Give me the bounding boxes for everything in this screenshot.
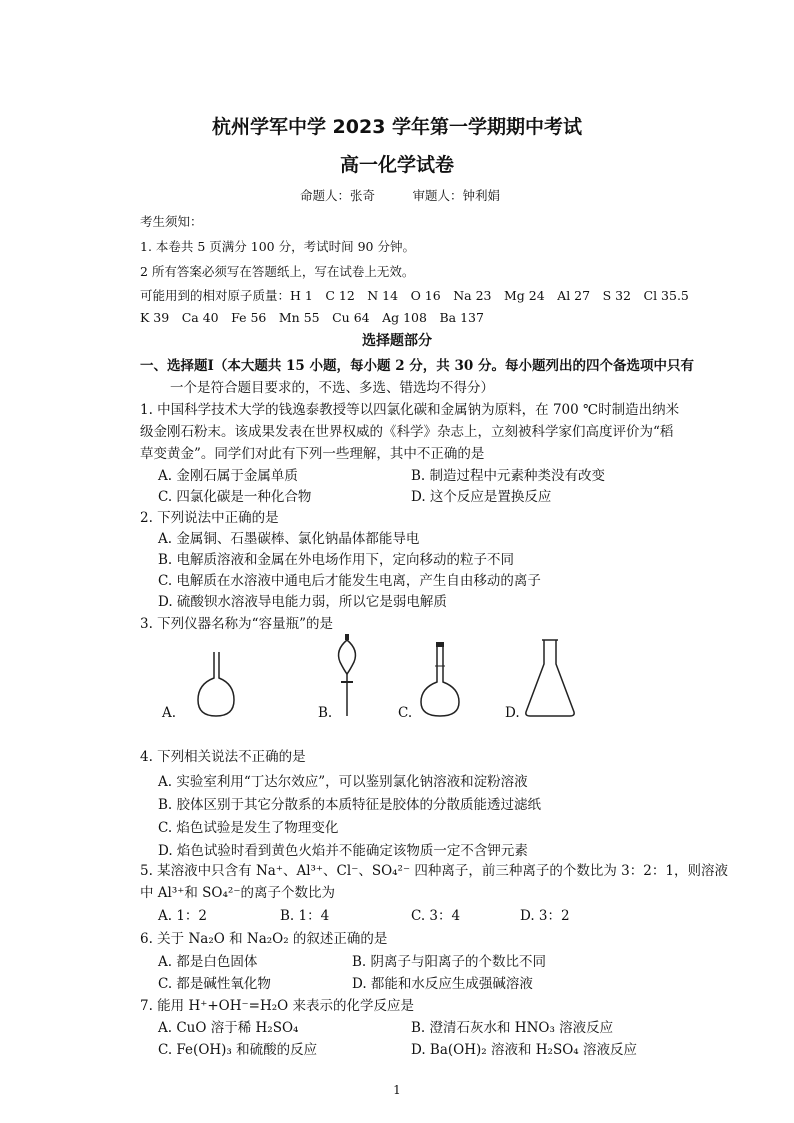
round-bottom-flask-icon xyxy=(192,650,242,720)
q7-option-c: C. Fe(OH)₃ 和硫酸的反应 xyxy=(158,1042,318,1058)
part1-instructions-2: 一个是符合题目要求的，不选、多选、错选均不得分） xyxy=(170,380,494,396)
q7-option-a: A. CuO 溶于稀 H₂SO₄ xyxy=(158,1020,299,1036)
q2-option-b: B. 电解质溶液和金属在外电场作用下，定向移动的粒子不同 xyxy=(158,552,515,568)
q2-option-d: D. 硫酸钡水溶液导电能力弱，所以它是弱电解质 xyxy=(158,594,447,610)
q4-option-a: A. 实验室利用“丁达尔效应”，可以鉴别氯化钠溶液和淀粉溶液 xyxy=(158,774,528,790)
q5-option-d: D. 3：2 xyxy=(520,908,570,924)
notice-heading: 考生须知： xyxy=(140,214,203,229)
q2-option-c: C. 电解质在水溶液中通电后才能发生电离，产生自由移动的离子 xyxy=(158,573,541,589)
q1-option-b: B. 制造过程中元素种类没有改变 xyxy=(411,468,606,484)
authors-line: 命题人：张奇 审题人：钟利娟 xyxy=(300,188,501,203)
q4-option-b: B. 胶体区别于其它分散系的本质特征是胶体的分散质能透过滤纸 xyxy=(158,797,542,813)
notice-item-1: 1. 本卷共 5 页满分 100 分，考试时间 90 分钟。 xyxy=(140,239,415,254)
volumetric-flask-icon xyxy=(415,640,465,720)
notice-item-2: 2 所有答案必须写在答题纸上，写在试卷上无效。 xyxy=(140,264,415,279)
q5-option-b: B. 1：4 xyxy=(280,908,330,924)
separatory-funnel-icon xyxy=(332,632,362,718)
q1-stem-1: 1. 中国科学技术大学的钱逸泰教授等以四氯化碳和金属钠为原料，在 700 ℃时制造出纳米 xyxy=(140,402,680,418)
q2-stem: 2. 下列说法中正确的是 xyxy=(140,510,279,526)
q6-option-d: D. 都能和水反应生成强碱溶液 xyxy=(352,976,533,992)
q3-option-b: B. xyxy=(318,705,333,721)
q6-option-a: A. 都是白色固体 xyxy=(158,954,258,970)
q6-option-c: C. 都是碱性氧化物 xyxy=(158,976,271,992)
q1-option-d: D. 这个反应是置换反应 xyxy=(411,489,552,505)
atomic-masses-line-2: K 39 Ca 40 Fe 56 Mn 55 Cu 64 Ag 108 Ba 137 xyxy=(140,310,484,325)
q3-option-c: C. xyxy=(398,705,413,721)
q1-option-a: A. 金刚石属于金属单质 xyxy=(158,468,298,484)
q3-option-d: D. xyxy=(505,705,520,721)
q2-option-a: A. 金属铜、石墨碳棒、氯化钠晶体都能导电 xyxy=(158,531,420,547)
page-number: 1 xyxy=(393,1083,401,1097)
part1-instructions-1: 一、选择题Ⅰ（本大题共 15 小题，每小题 2 分，共 30 分。每小题列出的四个备选项中只有 xyxy=(140,358,694,374)
q7-option-b: B. 澄清石灰水和 HNO₃ 溶液反应 xyxy=(411,1020,614,1036)
q6-stem: 6. 关于 Na₂O 和 Na₂O₂ 的叙述正确的是 xyxy=(140,931,388,947)
q5-stem-2: 中 Al³⁺和 SO₄²⁻的离子个数比为 xyxy=(140,885,335,901)
q7-stem: 7. 能用 H⁺+OH⁻=H₂O 来表示的化学反应是 xyxy=(140,998,414,1014)
q3-option-a: A. xyxy=(162,705,177,721)
q1-stem-2: 级金刚石粉末。该成果发表在世界权威的《科学》杂志上，立刻被科学家们高度评价为“稻 xyxy=(140,424,674,440)
q1-stem-3: 草变黄金”。同学们对此有下列一些理解，其中不正确的是 xyxy=(140,446,485,462)
exam-title: 杭州学军中学 2023 学年第一学期期中考试 xyxy=(211,116,583,138)
q4-stem: 4. 下列相关说法不正确的是 xyxy=(140,749,306,765)
atomic-masses-line-1: 可能用到的相对原子质量：H 1 C 12 N 14 O 16 Na 23 Mg 24 Al 27 S 32 Cl 35.5 xyxy=(140,288,689,303)
q5-option-c: C. 3：4 xyxy=(411,908,461,924)
q7-option-d: D. Ba(OH)₂ 溶液和 H₂SO₄ 溶液反应 xyxy=(411,1042,637,1058)
q5-stem-1: 5. 某溶液中只含有 Na⁺、Al³⁺、Cl⁻、SO₄²⁻ 四种离子，前三种离子的个数比为 3：2：1，则溶液 xyxy=(140,863,728,879)
q4-option-c: C. 焰色试验是发生了物理变化 xyxy=(158,820,339,836)
q4-option-d: D. 焰色试验时看到黄色火焰并不能确定该物质一定不含钾元素 xyxy=(158,843,528,859)
q6-option-b: B. 阴离子与阳离子的个数比不同 xyxy=(352,954,547,970)
q5-option-a: A. 1：2 xyxy=(158,908,208,924)
exam-subtitle: 高一化学试卷 xyxy=(339,154,454,176)
q1-option-c: C. 四氯化碳是一种化合物 xyxy=(158,489,312,505)
section-title: 选择题部分 xyxy=(362,333,432,349)
conical-flask-icon xyxy=(520,638,580,720)
q3-stem: 3. 下列仪器名称为“容量瓶”的是 xyxy=(140,616,333,632)
